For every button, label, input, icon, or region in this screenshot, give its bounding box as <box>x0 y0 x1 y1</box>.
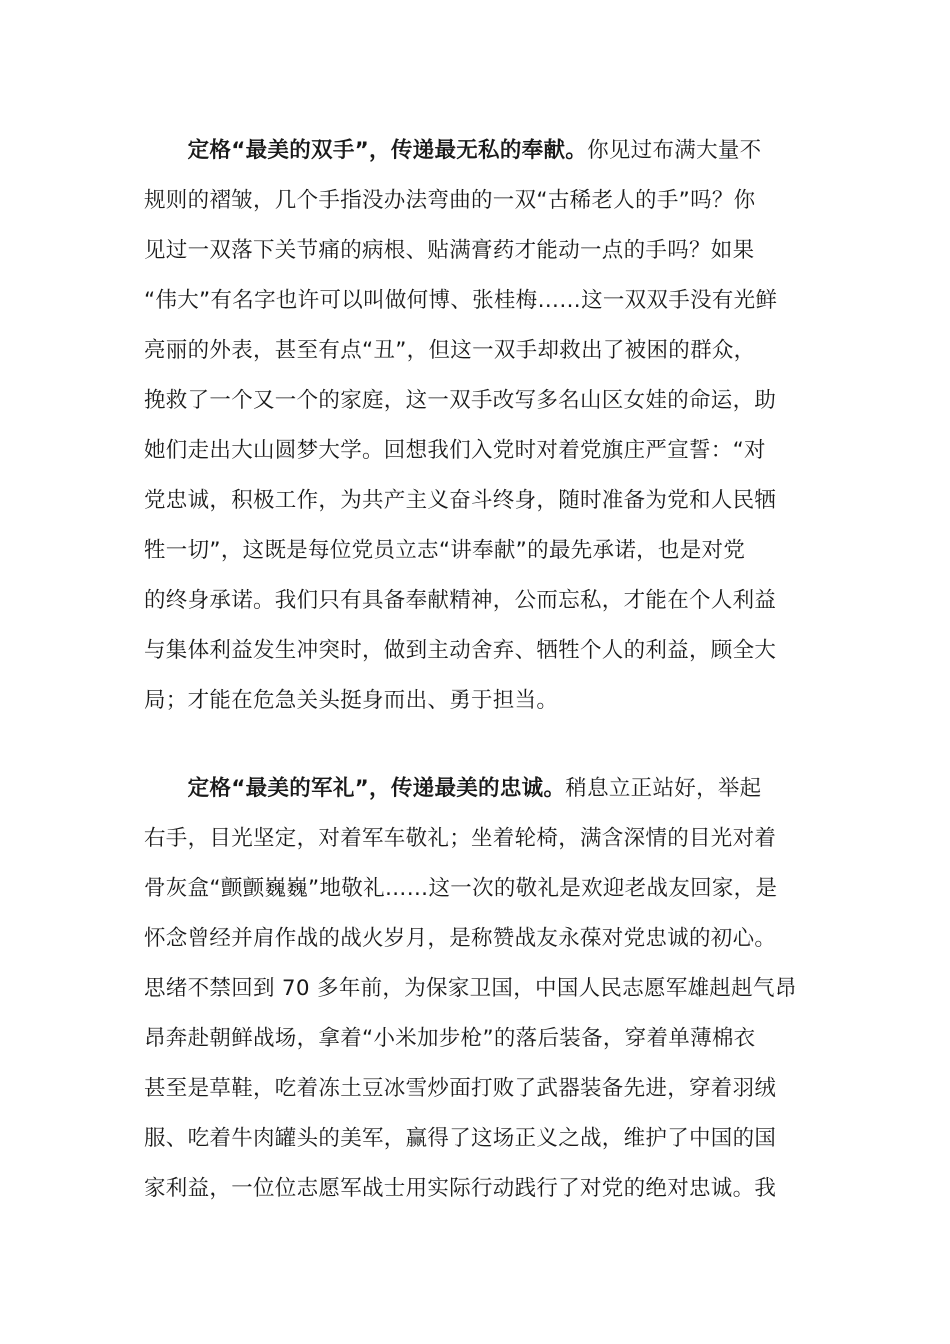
paragraph-lead: 定格“最美的军礼”，传递最美的忠诚。 <box>144 776 566 801</box>
paragraph-body: 稍息立正站好，举起 右手，目光坚定，对着军车敬礼；坐着轮椅，满含深情的目光对着 骨灰盒“颤颤巍巍”地敬礼……这一次的敬礼是欢迎老战友回家，是 怀念曾经并肩作战的战火岁月，是称赞战友永葆对党忠诚的初心。 思绪不禁回到 70 多年前，为保家卫国，中国人民志愿军雄赳赳气昂 昂奔赴朝鲜战场，拿着“小米加步枪”的落后装备，穿着单薄棉衣 甚至是草鞋，吃着冻土豆冰雪炒面打败了武器装备先进，穿着羽绒 服、吃着牛肉罐头的美军，赢得了这场正义之战，维护了中国的国 家利益，一位位志愿军战士用实际行动践行了对党的绝对忠诚。我 <box>144 776 797 1201</box>
paragraph-most-beautiful-salute <box>144 764 808 1214</box>
paragraph-body: 你见过布满大量不 规则的褶皱，几个手指没办法弯曲的一双“古稀老人的手”吗？你 见过一双落下关节痛的病根、贴满膏药才能动一点的手吗？如果 “伟大”有名字也许可以叫做何博、张桂梅……这一双双手没有光鲜 亮丽的外表，甚至有点“丑”，但这一双手却救出了被困的群众， 挽救了一个又一个的家庭，这一双手改写多名山区女娃的命运，助 她们走出大山圆梦大学。回想我们入党时对着党旗庄严宣誓：“对 党忠诚，积极工作，为共产主义奋斗终身，随时准备为党和人民牺 牲一切”，这既是每位党员立志“讲奉献”的最先承诺，也是对党 的终身承诺。我们只有具备奉献精神，公而忘私，才能在个人利益 与集体利益发生冲突时，做到主动舍弃、牺牲个人的利益，顾全大 局；才能在危急关头挺身而出、勇于担当。 <box>144 138 778 713</box>
paragraph-most-beautiful-hands <box>144 126 808 726</box>
paragraph-lead: 定格“最美的双手”，传递最无私的奉献。 <box>144 138 588 163</box>
